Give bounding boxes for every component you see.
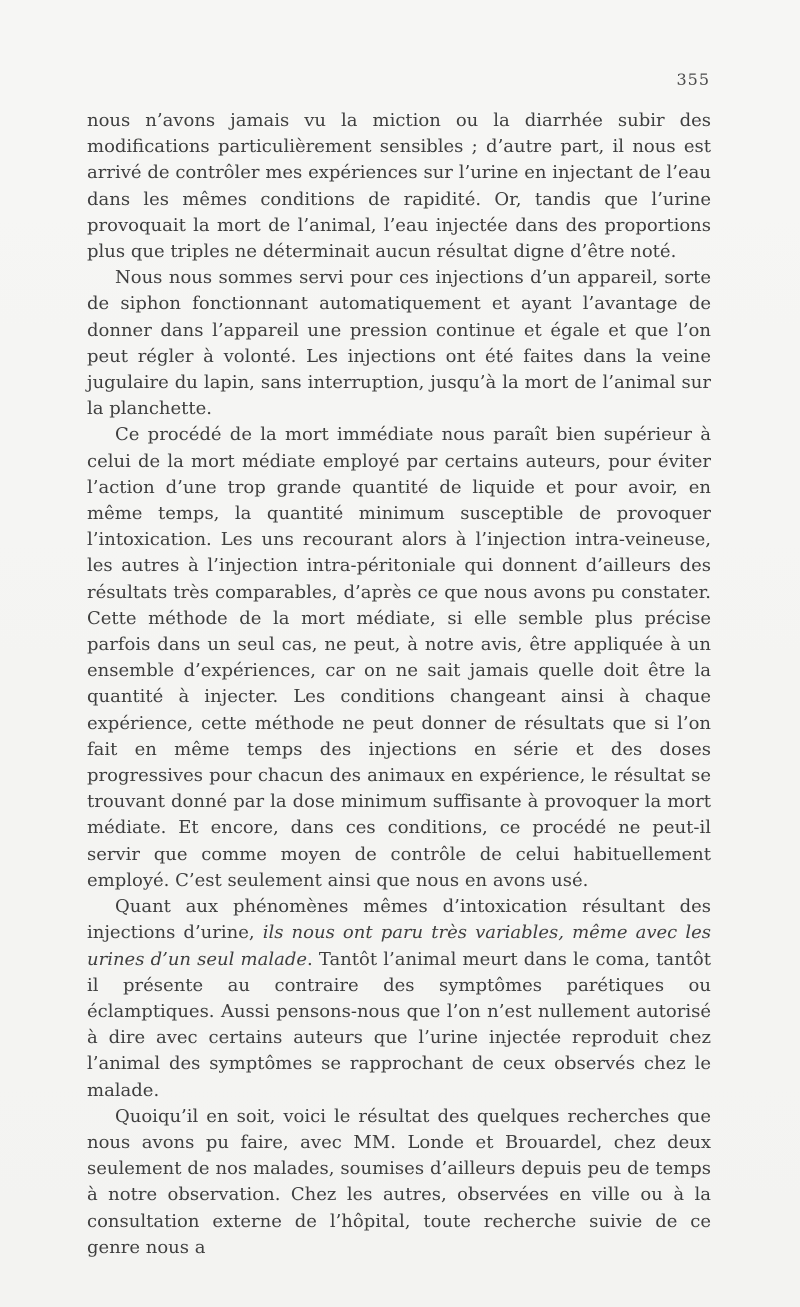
paragraph-4-part-1: Quant aux phénomènes mêmes d’intoxication résultant des injections d’urine, [87, 896, 711, 944]
paragraph-4-italic-emphasis: ils nous ont paru très variables, même avec les urines d’un seul malade [87, 922, 711, 970]
paragraph-2: Nous nous sommes servi pour ces injections d’un appareil, sorte de siphon fonctionnant automatiquement et ayant l’avantage de donner dans l’appareil une pression continue et égale et que l’on peut régler à volonté. Les injections ont été faites dans la veine jugulaire du lapin, sans interruption, jusqu’à la mort de l’animal sur la planchette. [87, 267, 711, 420]
page-number: 355 [676, 70, 710, 89]
paragraph-4 [87, 894, 711, 1104]
body-text [87, 108, 711, 1261]
paragraph-1: nous n’avons jamais vu la miction ou la diarrhée subir des modifications particulièrement sensibles ; d’autre part, il nous est arrivé de contrôler mes expériences sur l’urine en injectant de l’eau dans les mêmes conditions de rapidité. Or, tandis que l’urine provoquait la mort de l’animal, l’eau injectée dans des proportions plus que triples ne déterminait aucun résultat digne d’être noté. [87, 110, 711, 263]
paragraph-4-part-2: . Tantôt l’animal meurt dans le coma, tantôt il présente au contraire des symptômes parétiques ou éclamptiques. Aussi pensons-nous que l’on n’est nullement autorisé à dire avec certains auteurs que l’urine injectée reproduit chez l’animal des symptômes se rapprochant de ceux observés chez le malade. [87, 948, 712, 1101]
paragraph-5: Quoiqu’il en soit, voici le résultat des quelques recherches que nous avons pu faire, avec MM. Londe et Brouardel, chez deux seulement de nos malades, soumises d’ailleurs depuis peu de temps à notre observation. Chez les autres, observées en ville ou à la consultation externe de l’hôpital, toute recherche suivie de ce genre nous a [87, 1105, 711, 1258]
paragraph-3: Ce procédé de la mort immédiate nous paraît bien supérieur à celui de la mort médiate employé par certains auteurs, pour éviter l’action d’une trop grande quantité de liquide et pour avoir, en même temps, la quantité minimum susceptible de provoquer l’intoxication. Les uns recourant alors à l’injection intra-veineuse, les autres à l’injection intra-péritoniale qui donnent d’ailleurs des résultats très comparables, d’après ce que nous avons pu constater. Cette méthode de la mort médiate, si elle semble plus précise parfois dans un seul cas, ne peut, à notre avis, être appliquée à un ensemble d’expériences, car on ne sait jamais quelle doit être la quantité à injecter. Les conditions changeant ainsi à chaque expérience, cette méthode ne peut donner de résultats que si l’on fait en même temps des injections en série et des doses progressives pour chacun des animaux en expérience, le résultat se trouvant donné par la dose minimum suffisante à provoquer la mort médiate. Et encore, dans ces conditions, ce procédé ne peut-il servir que comme moyen de contrôle de celui habituellement employé. C’est seulement ainsi que nous en avons usé. [87, 424, 711, 891]
